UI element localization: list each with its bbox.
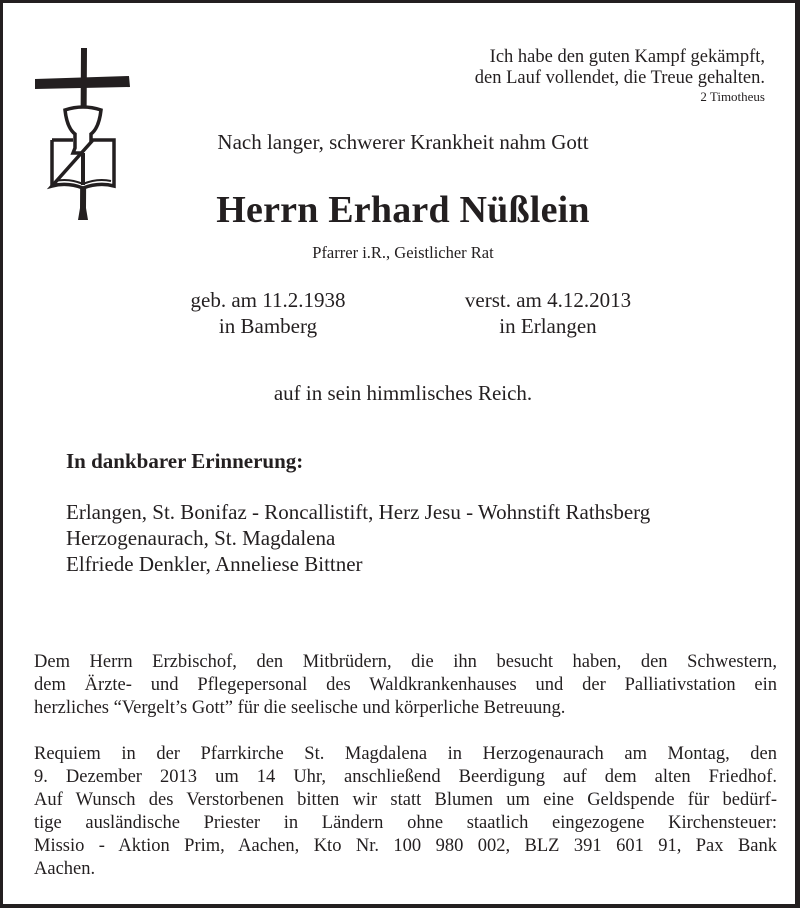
mourner-line: Herzogenaurach, St. Magdalena [66,526,336,550]
thanks-paragraph [34,651,777,720]
verse-line: den Lauf vollendet, die Treue gehalten. [474,68,765,88]
paragraph-line: Aachen. [34,859,96,879]
paragraph-line: tige ausländische Priester in Ländern ohne staatlich eingezogene Kirchensteuer: [34,813,777,833]
death-date: verst. am 4.12.2013 [464,288,632,312]
birth-info [173,287,363,339]
deceased-name: Herrn Erhard Nüßlein [216,189,590,231]
death-place: in Erlangen [499,314,597,338]
remembrance-heading: In dankbarer Erinnerung: [66,449,304,473]
mourners-list [66,499,650,577]
birth-date: geb. am 11.2.1938 [190,288,346,312]
requiem-paragraph [34,743,777,881]
closing-text: auf in sein himmlisches Reich. [273,381,533,405]
paragraph-line: 9. Dezember 2013 um 14 Uhr, anschließend Beerdigung auf dem alten Friedhof. [34,767,777,787]
paragraph-line: dem Ärzte- und Pflegepersonal des Waldkrankenhauses und der Palliativstation ein [34,675,777,695]
paragraph-line: Requiem in der Pfarrkirche St. Magdalena in Herzogenaurach am Montag, den [34,744,777,764]
paragraph-line: Missio - Aktion Prim, Aachen, Kto Nr. 100 980 002, BLZ 391 601 91, Pax Bank [34,836,777,856]
deceased-title: Pfarrer i.R., Geistlicher Rat [312,243,494,262]
mourner-line: Erlangen, St. Bonifaz - Roncallistift, Herz Jesu - Wohnstift Rathsberg [66,500,651,524]
bible-verse [475,47,765,105]
paragraph-line: Dem Herrn Erzbischof, den Mitbrüdern, die ihn besucht haben, den Schwestern, [34,652,777,672]
death-info [443,287,653,339]
paragraph-line: Auf Wunsch des Verstorbenen bitten wir statt Blumen um eine Geldspende für bedürf- [34,790,777,810]
birth-place: in Bamberg [218,314,318,338]
verse-reference: 2 Timotheus [700,89,765,104]
mourner-line: Elfriede Denkler, Anneliese Bittner [66,552,363,576]
verse-line: Ich habe den guten Kampf gekämpft, [489,47,765,67]
paragraph-line: herzliches “Vergelt’s Gott” für die seelische und körperliche Betreuung. [34,698,566,718]
intro-text: Nach langer, schwerer Krankheit nahm Gott [217,130,589,154]
